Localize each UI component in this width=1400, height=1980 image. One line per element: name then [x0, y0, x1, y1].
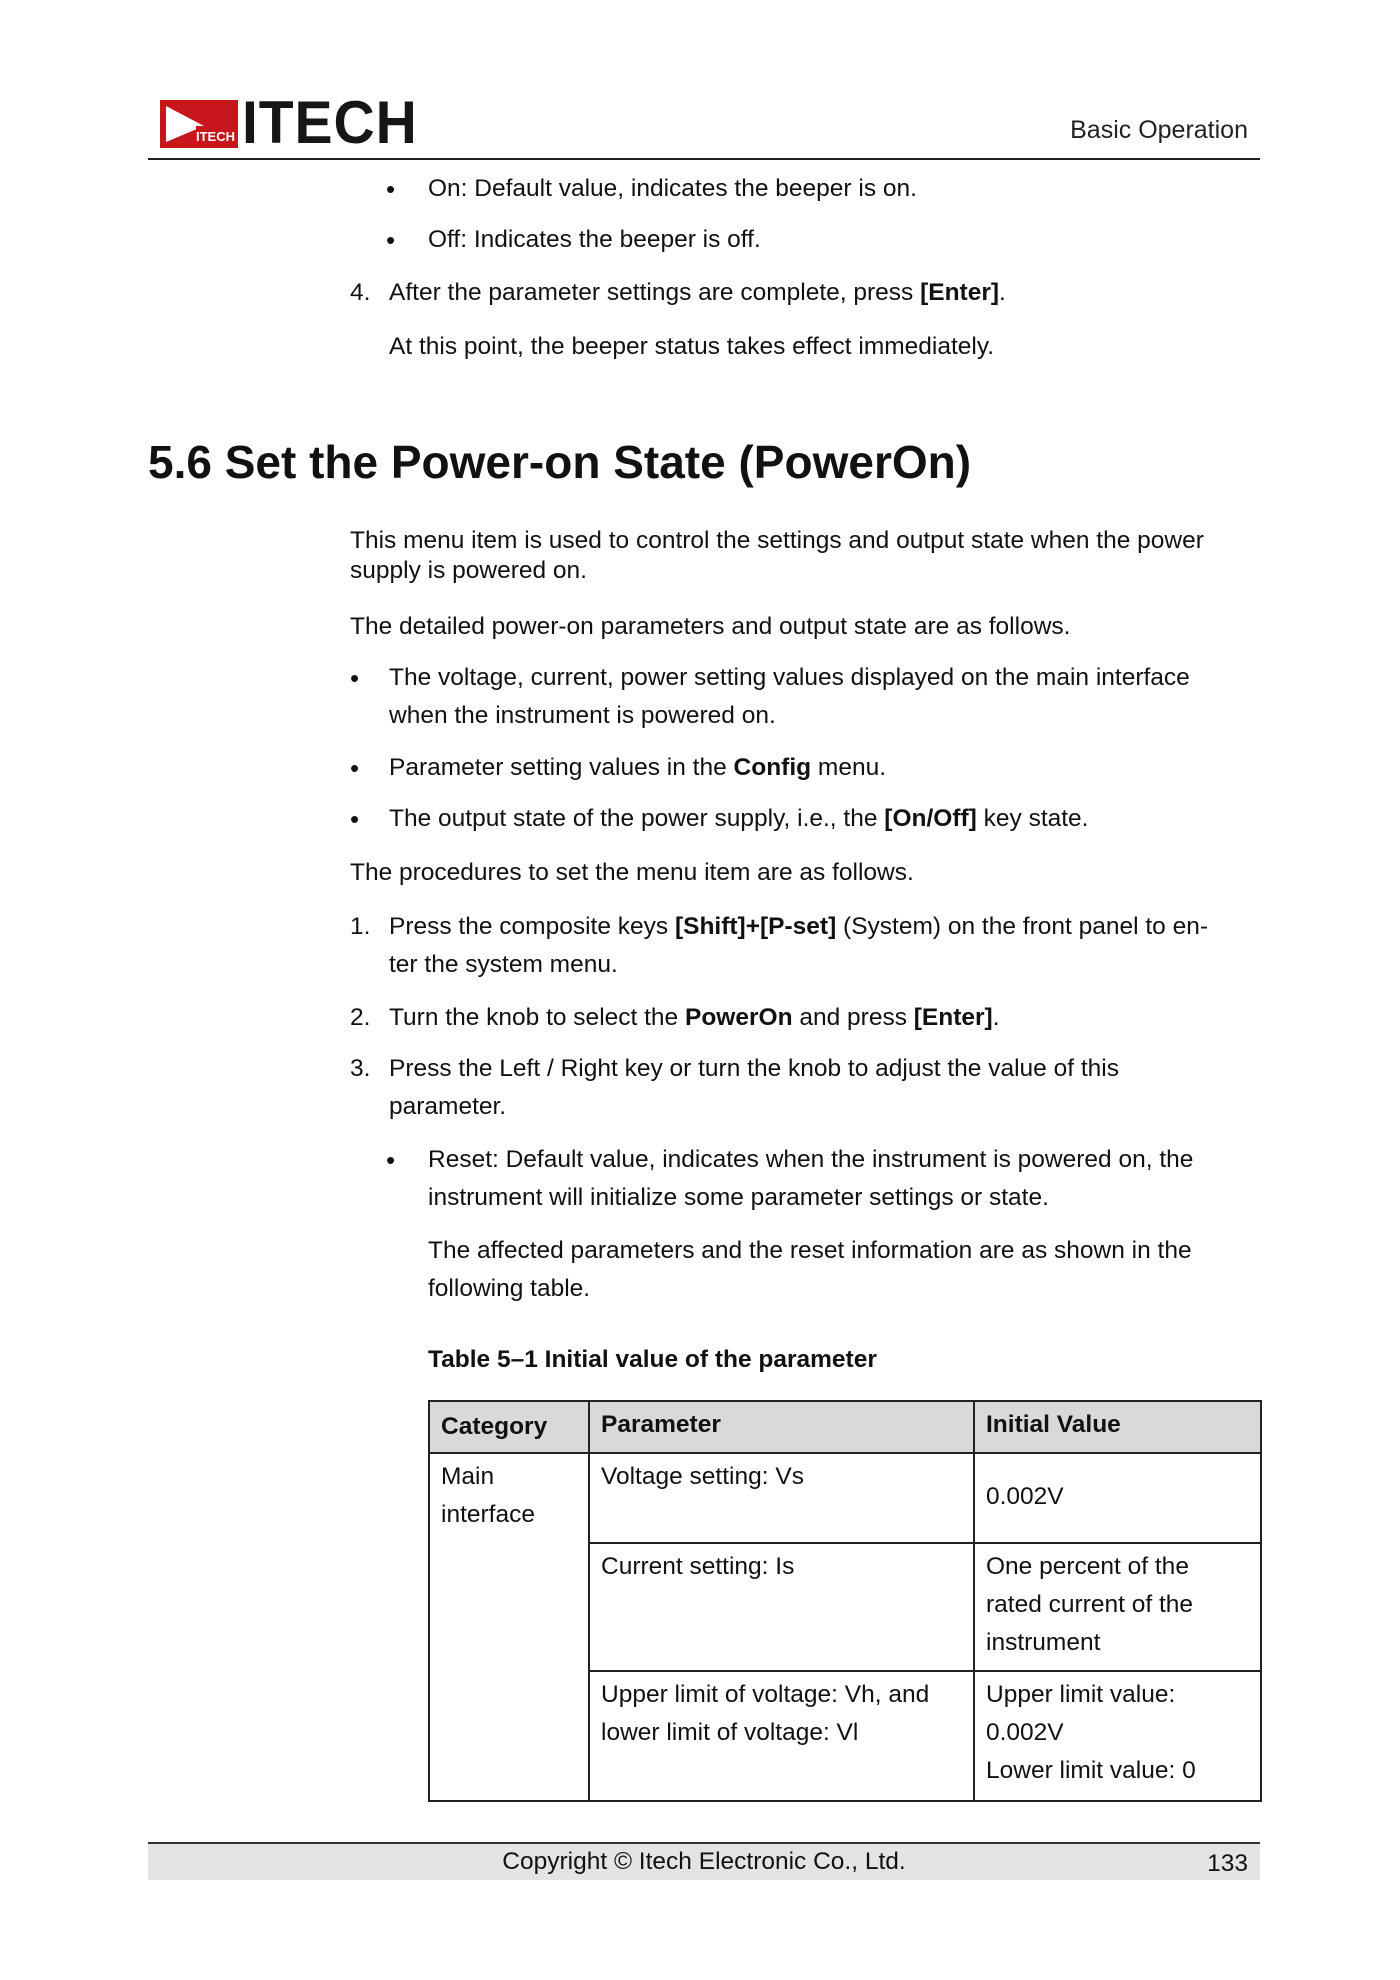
footer-copyright: Copyright © Itech Electronic Co., Ltd.	[502, 1848, 906, 1875]
itech-logo	[160, 89, 427, 156]
header-initial-value: Initial Value	[986, 1411, 1121, 1438]
row-divider	[590, 1542, 1260, 1544]
step-number: 4.	[350, 279, 371, 306]
bullet-off: Off: Indicates the beeper is off.	[428, 226, 761, 253]
step-number: 3.	[350, 1055, 371, 1082]
step1-text: Press the composite keys [Shift]+[P-set] (System) on the front panel to en- ter the system menu.	[389, 913, 1209, 978]
detail-paragraph: The detailed power-on parameters and output state are as follows.	[350, 613, 1071, 640]
step4-note: At this point, the beeper status takes effect immediately.	[389, 333, 995, 360]
table-row-parameter: Upper limit of voltage: Vh, and lower limit of voltage: Vl	[601, 1681, 930, 1746]
table-row-value: One percent of the rated current of the instrument	[986, 1553, 1194, 1656]
table-row-parameter: Current setting: Is	[601, 1553, 795, 1580]
bullet-dot: •	[350, 804, 360, 834]
bullet-on: On: Default value, indicates the beeper is on.	[428, 175, 917, 202]
itech-logo-mark	[160, 100, 238, 148]
step-number: 2.	[350, 1004, 371, 1031]
page-footer	[148, 1842, 1260, 1880]
header-parameter: Parameter	[601, 1411, 721, 1438]
parameter-table	[428, 1400, 1262, 1802]
affected-paragraph: The affected parameters and the reset information are as shown in the following table.	[428, 1237, 1192, 1302]
step3-text: Press the Left / Right key or turn the knob to adjust the value of this parameter.	[389, 1055, 1119, 1120]
bullet-dot: •	[386, 174, 396, 204]
bullet-reset: Reset: Default value, indicates when the instrument is powered on, the instrument will initialize some parameter settings or state.	[428, 1146, 1194, 1211]
row-divider	[590, 1670, 1260, 1672]
step4-text: After the parameter settings are complete, press [Enter].	[389, 279, 1006, 306]
bullet-config: Parameter setting values in the Config menu.	[389, 754, 887, 781]
page-header	[148, 89, 1260, 160]
bullet-setting-values: The voltage, current, power setting values displayed on the main interface when the instrument is powered on.	[389, 664, 1190, 729]
header-category: Category	[441, 1413, 548, 1440]
header-divider	[430, 1452, 1260, 1454]
table-row-value: Upper limit value: 0.002V Lower limit value: 0	[986, 1681, 1196, 1784]
bullet-output-state: The output state of the power supply, i.e., the [On/Off] key state.	[389, 805, 1089, 832]
table-row-value: 0.002V	[986, 1483, 1064, 1510]
procedure-paragraph: The procedures to set the menu item are as follows.	[350, 859, 914, 886]
page-number: 133	[1207, 1850, 1248, 1877]
table-row-parameter: Voltage setting: Vs	[601, 1463, 804, 1490]
section-heading: 5.6 Set the Power-on State (PowerOn)	[148, 436, 972, 488]
bullet-dot: •	[386, 1145, 396, 1175]
bullet-dot: •	[350, 753, 360, 783]
step-number: 1.	[350, 913, 371, 940]
bullet-dot: •	[386, 225, 396, 255]
logo-mark-text: ITECH	[196, 129, 235, 144]
logo-wordmark: ITECH	[242, 89, 418, 156]
step2-text: Turn the knob to select the PowerOn and press [Enter].	[389, 1004, 1000, 1031]
bullet-dot: •	[350, 663, 360, 693]
header-section-title: Basic Operation	[1070, 116, 1248, 144]
category-cell: Main interface	[441, 1463, 535, 1528]
table-caption: Table 5–1 Initial value of the parameter	[428, 1346, 877, 1373]
intro-paragraph: This menu item is used to control the settings and output state when the power supply is powered on.	[350, 527, 1204, 584]
